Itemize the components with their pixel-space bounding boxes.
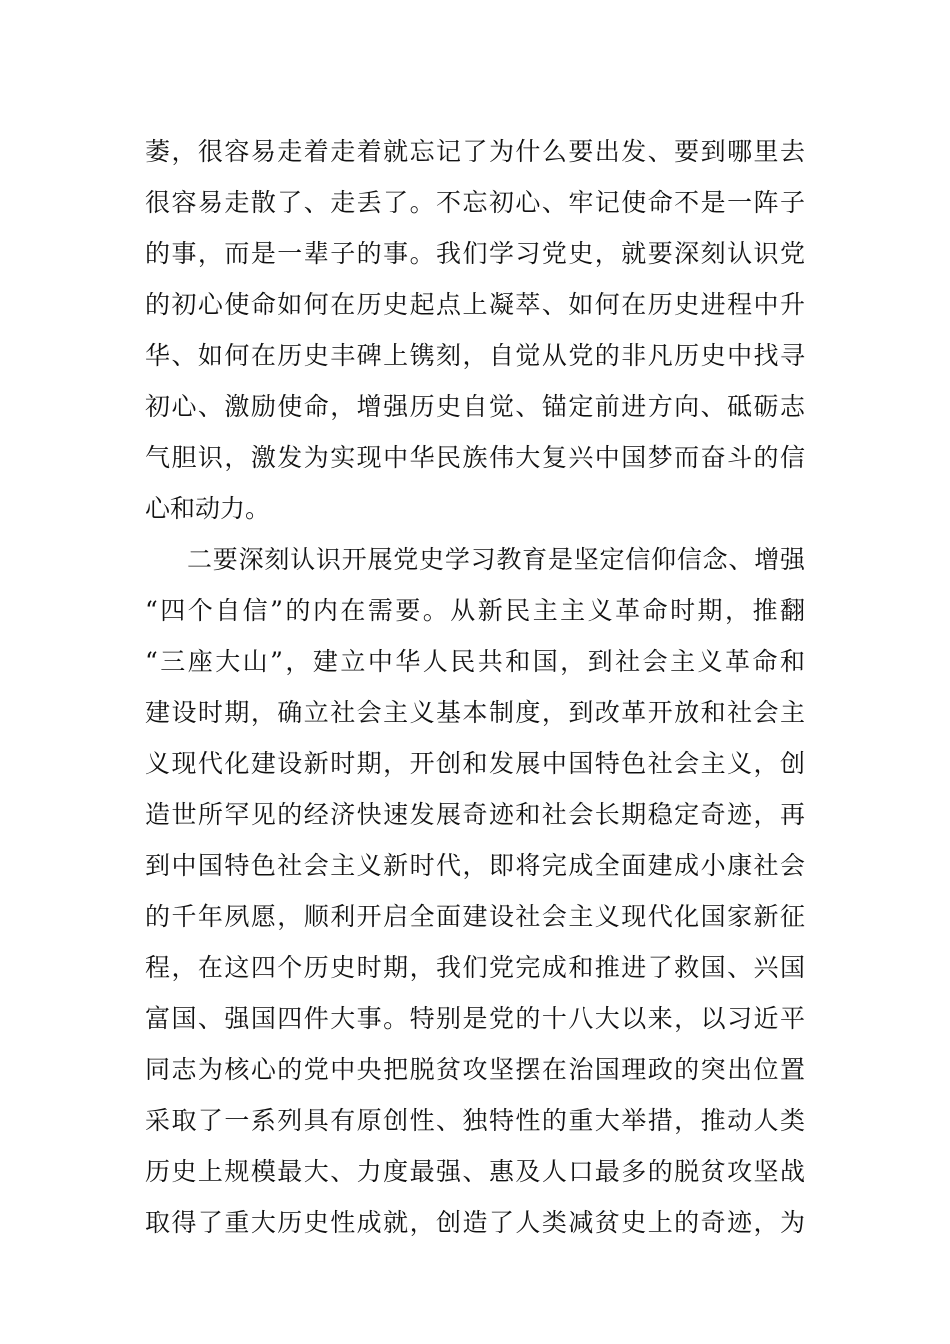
text-line: 二要深刻认识开展党史学习教育是坚定信仰信念、增强 [187, 545, 805, 574]
text-line: 义现代化建设新时期，开创和发展中国特色社会主义，创 [145, 749, 805, 778]
text-line: 的千年夙愿，顺利开启全面建设社会主义现代化国家新征 [145, 902, 805, 931]
text-line: “四个自信”的内在需要。从新民主主义革命时期，推翻 [145, 596, 805, 625]
text-line: 程，在这四个历史时期，我们党完成和推进了救国、兴国 [145, 953, 805, 982]
text-line: 气胆识，激发为实现中华民族伟大复兴中国梦而奋斗的信 [145, 443, 805, 472]
text-line: 建设时期，确立社会主义基本制度，到改革开放和社会主 [145, 698, 805, 727]
text-line: 的事，而是一辈子的事。我们学习党史，就要深刻认识党 [145, 239, 805, 268]
text-line: 很容易走散了、走丢了。不忘初心、牢记使命不是一阵子 [145, 188, 805, 217]
text-line: “三座大山”，建立中华人民共和国，到社会主义革命和 [145, 647, 805, 676]
text-line: 的初心使命如何在历史起点上凝萃、如何在历史进程中升 [145, 290, 805, 319]
text-line: 萎，很容易走着走着就忘记了为什么要出发、要到哪里去 [145, 137, 805, 166]
text-line: 到中国特色社会主义新时代，即将完成全面建成小康社会 [145, 851, 805, 880]
text-line: 造世所罕见的经济快速发展奇迹和社会长期稳定奇迹，再 [145, 800, 805, 829]
text-line: 富国、强国四件大事。特别是党的十八大以来，以习近平 [145, 1004, 805, 1033]
text-line: 同志为核心的党中央把脱贫攻坚摆在治国理政的突出位置 [145, 1055, 805, 1084]
text-line: 采取了一系列具有原创性、独特性的重大举措，推动人类 [145, 1106, 805, 1135]
paragraph-2 [145, 534, 805, 1248]
body-text [145, 126, 805, 1248]
text-line: 取得了重大历史性成就，创造了人类减贫史上的奇迹，为 [145, 1208, 805, 1237]
text-line: 初心、激励使命，增强历史自觉、锚定前进方向、砥砺志 [145, 392, 805, 421]
text-line: 历史上规模最大、力度最强、惠及人口最多的脱贫攻坚战 [145, 1157, 805, 1186]
text-line: 心和动力。 [145, 494, 271, 523]
text-line: 华、如何在历史丰碑上镌刻，自觉从党的非凡历史中找寻 [145, 341, 805, 370]
paragraph-1 [145, 126, 805, 534]
